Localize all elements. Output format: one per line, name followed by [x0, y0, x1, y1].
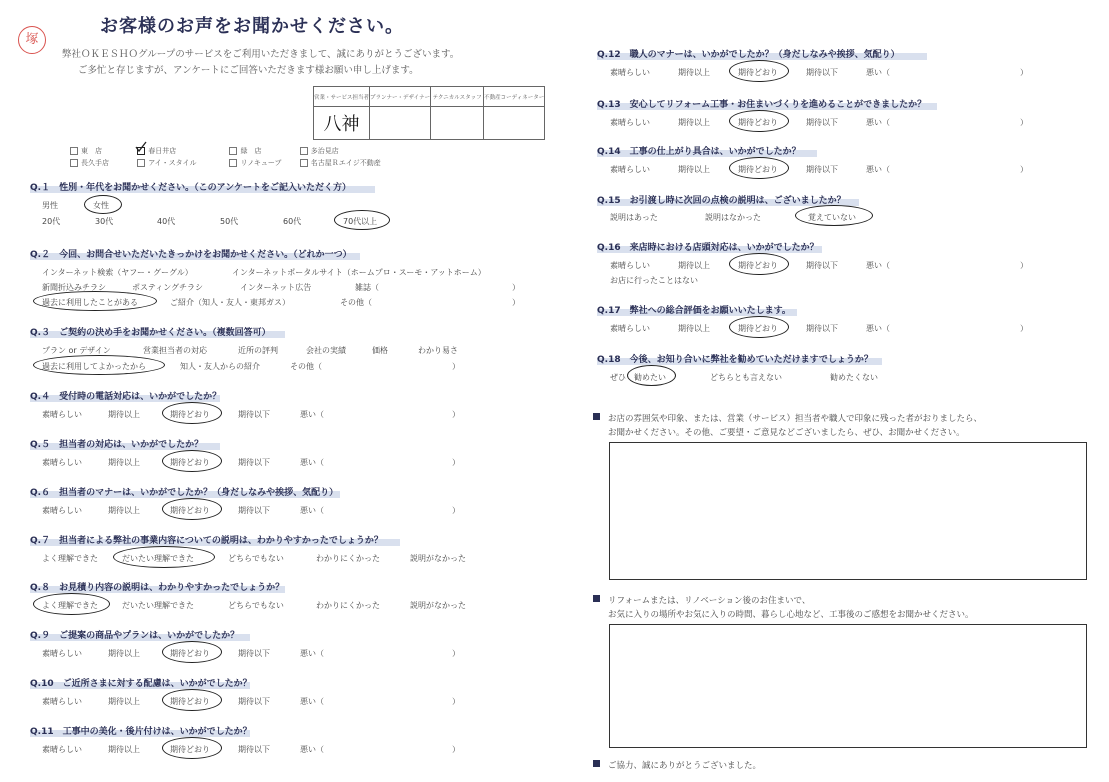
staff-header: 営業・サービス担当者 — [314, 87, 370, 107]
q7-option[interactable]: よく理解できた — [42, 554, 98, 563]
q11-option[interactable]: 素晴らしい — [42, 745, 82, 754]
store-label: 多治見店 — [310, 147, 339, 155]
q4-option[interactable]: 期待以上 — [108, 410, 140, 419]
q8-option[interactable]: だいたい理解できた — [122, 601, 194, 610]
q11-option[interactable]: 期待以上 — [108, 745, 140, 754]
q15-option[interactable]: 覚えていない — [808, 213, 856, 222]
q3-option[interactable]: プラン or デザイン — [42, 346, 111, 355]
seal-stamp: 塚 — [18, 26, 46, 54]
q16-option[interactable]: 素晴らしい — [610, 261, 650, 270]
q3-option[interactable]: 会社の実績 — [306, 346, 346, 355]
q8-label: Q.８ お見積り内容の説明は、わかりやすかったでしょうか？ — [30, 583, 285, 593]
q7-option[interactable]: どちらでもない — [228, 554, 284, 563]
q2-close-paren: ） — [512, 298, 520, 307]
store-label: 春日井店 — [148, 147, 177, 155]
q5-option[interactable]: 期待どおり — [170, 458, 210, 467]
answer-circle — [729, 60, 789, 82]
store-checkbox[interactable] — [229, 159, 237, 167]
q8-option[interactable]: わかりにくかった — [316, 601, 380, 610]
q1-age[interactable]: 20代 — [42, 217, 61, 226]
q10-option[interactable]: 期待以上 — [108, 697, 140, 706]
comment2-prompt-line-2: お気に入りの場所やお気に入りの時間、暮らし心地など、工事後のご感想をお聞かせください。 — [608, 610, 974, 620]
q8-option[interactable]: よく理解できた — [42, 601, 98, 610]
q1-age[interactable]: 70代以上 — [343, 217, 378, 226]
q16-option[interactable]: 期待以上 — [678, 261, 710, 270]
q12-option[interactable]: 期待どおり — [738, 68, 778, 77]
store-checkbox[interactable] — [300, 159, 308, 167]
q12-option[interactable]: 悪い（ — [866, 68, 890, 77]
q3-option[interactable]: わかり易さ — [418, 346, 458, 355]
q14-option[interactable]: 期待以下 — [806, 165, 838, 174]
q12-close-paren: ） — [1020, 68, 1028, 77]
q5-label: Q.５ 担当者の対応は、いかがでしたか？ — [30, 440, 204, 450]
q18-option[interactable]: 勧めたくない — [830, 373, 878, 382]
q3-label: Q.３ ご契約の決め手をお聞かせください。（複数回答可） — [30, 328, 271, 338]
q2-option[interactable]: 過去に利用したことがある — [42, 298, 138, 307]
q4-option[interactable]: 期待どおり — [170, 410, 210, 419]
staff-header: 不動産コーディネーター — [484, 87, 545, 107]
q14-label: Q.14 工事の仕上がり具合は、いかがでしたか？ — [597, 147, 801, 157]
q2-label: Q.２ 今回、お問合せいただいたきっかけをお聞かせください。（どれか一つ） — [30, 250, 352, 260]
q1-age[interactable]: 60代 — [283, 217, 302, 226]
store-label: リノキューブ — [240, 159, 282, 167]
q13-option[interactable]: 期待どおり — [738, 118, 778, 127]
q4-option[interactable]: 期待以下 — [238, 410, 270, 419]
q1-age[interactable]: 40代 — [157, 217, 176, 226]
intro-line-2: ご多忙と存じますが、アンケートにご回答いただきます様お願い申し上げます。 — [78, 65, 419, 76]
store-row-2 — [70, 158, 381, 168]
q5-close-paren: ） — [452, 458, 460, 467]
q4-close-paren: ） — [452, 410, 460, 419]
comment1-prompt-line-1: お店の雰囲気や印象、または、営業（サービス）担当者や職人で印象に残った者がおりましたら、 — [608, 414, 983, 424]
q12-option[interactable]: 期待以下 — [806, 68, 838, 77]
q12-option[interactable]: 期待以上 — [678, 68, 710, 77]
q13-option[interactable]: 素晴らしい — [610, 118, 650, 127]
q4-option[interactable]: 悪い（ — [300, 410, 324, 419]
q15-label: Q.15 お引渡し時に次回の点検の説明は、ございましたか？ — [597, 196, 846, 206]
store-checkbox[interactable] — [70, 147, 78, 155]
answer-circle — [162, 689, 222, 711]
check-mark-icon — [134, 140, 148, 154]
q16-extra-option[interactable]: お店に行ったことはない — [610, 276, 698, 285]
q6-option[interactable]: 素晴らしい — [42, 506, 82, 515]
q13-label: Q.13 安心してリフォーム工事・お住まいづくりを進めることができましたか？ — [597, 100, 927, 110]
answer-circle — [729, 253, 789, 275]
q9-option[interactable]: 期待以下 — [238, 649, 270, 658]
q13-option[interactable]: 悪い（ — [866, 118, 890, 127]
q17-option[interactable]: 期待以上 — [678, 324, 710, 333]
q7-option[interactable]: 説明がなかった — [410, 554, 466, 563]
q3-option[interactable]: 営業担当者の対応 — [143, 346, 207, 355]
q2-option[interactable]: インターネット検索（ヤフー・グーグル） — [42, 268, 193, 277]
q14-option[interactable]: 悪い（ — [866, 165, 890, 174]
store-checkbox[interactable] — [137, 159, 145, 167]
q17-option[interactable]: 悪い（ — [866, 324, 890, 333]
q14-option[interactable]: 期待どおり — [738, 165, 778, 174]
q1-label: Q.１ 性別・年代をお聞かせください。（このアンケートをご記入いただく方） — [30, 183, 352, 193]
q2-option[interactable]: 新聞折込みチラシ — [42, 283, 106, 292]
staff-value-planner[interactable] — [370, 107, 431, 140]
q6-label: Q.６ 担当者のマナーは、いかがでしたか？（身だしなみや挨拶、気配り） — [30, 488, 339, 498]
q9-option[interactable]: 期待どおり — [170, 649, 210, 658]
answer-circle — [729, 157, 789, 179]
q1-gender-female[interactable]: 女性 — [93, 201, 109, 210]
q2-option[interactable]: インターネットポータルサイト（ホームプロ・スーモ・アットホーム） — [232, 268, 486, 277]
q17-option[interactable]: 期待以下 — [806, 324, 838, 333]
staff-value-technical[interactable] — [431, 107, 484, 140]
footer-thanks: ご協力、誠にありがとうございました。 — [608, 761, 762, 771]
q3-close-paren: ） — [452, 362, 460, 371]
q7-label: Q.７ 担当者による弊社の事業内容についての説明は、わかりやすかったでしょうか？ — [30, 536, 383, 546]
q17-option[interactable]: 期待どおり — [738, 324, 778, 333]
q10-option[interactable]: 悪い（ — [300, 697, 324, 706]
q2-option[interactable]: インターネット広告 — [240, 283, 312, 292]
store-label: 長久手店 — [81, 159, 109, 167]
q6-option[interactable]: 期待以下 — [238, 506, 270, 515]
answer-circle — [33, 593, 110, 615]
q3-option[interactable]: 近所の評判 — [238, 346, 278, 355]
q17-option[interactable]: 素晴らしい — [610, 324, 650, 333]
q6-close-paren: ） — [452, 506, 460, 515]
store-checkbox[interactable] — [300, 147, 308, 155]
q1-gender-male[interactable]: 男性 — [42, 201, 58, 210]
q10-option[interactable]: 期待どおり — [170, 697, 210, 706]
q14-option[interactable]: 素晴らしい — [610, 165, 650, 174]
q13-option[interactable]: 期待以下 — [806, 118, 838, 127]
q15-option[interactable]: 説明はあった — [610, 213, 658, 222]
q17-close-paren: ） — [1020, 324, 1028, 333]
store-row-1 — [70, 146, 339, 156]
q18-label: Q.18 今後、お知り合いに弊社を勧めていただけますでしょうか？ — [597, 355, 873, 365]
q13-option[interactable]: 期待以上 — [678, 118, 710, 127]
q14-close-paren: ） — [1020, 165, 1028, 174]
q1-age[interactable]: 30代 — [95, 217, 114, 226]
section-bullet — [593, 595, 600, 602]
answer-circle — [162, 402, 222, 424]
q12-option[interactable]: 素晴らしい — [610, 68, 650, 77]
q11-option[interactable]: 期待どおり — [170, 745, 210, 754]
store-checkbox[interactable] — [229, 147, 237, 155]
q3-option[interactable]: 価格 — [372, 346, 388, 355]
comment1-prompt-line-2: お聞かせください。その他、ご要望・ご意見などございましたら、ぜひ、お聞かせください。 — [608, 428, 965, 438]
q18-option[interactable]: 勧めたい — [634, 373, 666, 382]
store-checkbox[interactable] — [70, 159, 78, 167]
q10-option[interactable]: 素晴らしい — [42, 697, 82, 706]
q9-option[interactable]: 悪い（ — [300, 649, 324, 658]
store-label: 東 店 — [81, 147, 102, 155]
q6-option[interactable]: 悪い（ — [300, 506, 324, 515]
answer-circle — [33, 355, 165, 375]
q2-option[interactable]: ご紹介（知人・友人・東邦ガス） — [170, 298, 290, 307]
q4-option[interactable]: 素晴らしい — [42, 410, 82, 419]
q17-label: Q.17 弊社への総合評価をお願いいたします。 — [597, 306, 791, 316]
answer-circle — [84, 195, 122, 214]
q3-option[interactable]: 過去に利用してよかったから — [42, 362, 146, 371]
q5-option[interactable]: 期待以下 — [238, 458, 270, 467]
section-bullet — [593, 760, 600, 767]
q9-label: Q.９ ご提案の商品やプランは、いかがでしたか？ — [30, 631, 240, 641]
comment1-textarea[interactable] — [609, 442, 1087, 580]
q10-close-paren: ） — [452, 697, 460, 706]
q14-option[interactable]: 期待以上 — [678, 165, 710, 174]
q11-close-paren: ） — [452, 745, 460, 754]
q16-option[interactable]: 悪い（ — [866, 261, 890, 270]
q16-label: Q.16 来店時における店頭対応は、いかがでしたか？ — [597, 243, 819, 253]
q3-option[interactable]: 知人・友人からの紹介 — [180, 362, 260, 371]
q10-label: Q.10 ご近所さまに対する配慮は、いかがでしたか？ — [30, 679, 252, 689]
staff-table — [313, 86, 545, 140]
q3-option[interactable]: その他（ — [290, 362, 322, 371]
answer-circle — [729, 316, 789, 338]
staff-value-sales[interactable]: 八神 — [314, 107, 370, 140]
q1-age[interactable]: 50代 — [220, 217, 239, 226]
q2-option[interactable]: 雑誌（ — [355, 283, 379, 292]
store-label: アイ・スタイル — [148, 159, 197, 167]
staff-header: プランナー・デザイナー — [370, 87, 431, 107]
answer-circle — [113, 546, 215, 568]
q2-option[interactable]: ポスティングチラシ — [132, 283, 204, 292]
answer-circle — [627, 365, 676, 386]
q11-option[interactable]: 悪い（ — [300, 745, 324, 754]
answer-circle — [795, 205, 873, 226]
q13-close-paren: ） — [1020, 118, 1028, 127]
q15-option[interactable]: 説明はなかった — [705, 213, 761, 222]
q6-option[interactable]: 期待どおり — [170, 506, 210, 515]
q9-option[interactable]: 素晴らしい — [42, 649, 82, 658]
q6-option[interactable]: 期待以上 — [108, 506, 140, 515]
q2-close-paren: ） — [512, 283, 520, 292]
comment2-textarea[interactable] — [609, 624, 1087, 748]
q5-option[interactable]: 素晴らしい — [42, 458, 82, 467]
q9-close-paren: ） — [452, 649, 460, 658]
q7-option[interactable]: だいたい理解できた — [122, 554, 194, 563]
store-label: 名古屋Ｒエイジ不動産 — [310, 159, 381, 167]
q8-option[interactable]: どちらでもない — [228, 601, 284, 610]
q8-option[interactable]: 説明がなかった — [410, 601, 466, 610]
q10-option[interactable]: 期待以下 — [238, 697, 270, 706]
q11-option[interactable]: 期待以下 — [238, 745, 270, 754]
store-label: 緑 店 — [240, 147, 262, 155]
page-title: お客様のお声をお聞かせください。 — [100, 16, 404, 37]
q4-label: Q.４ 受付時の電話対応は、いかがでしたか？ — [30, 392, 222, 402]
answer-circle — [729, 110, 789, 132]
answer-circle — [162, 450, 222, 472]
section-bullet — [593, 413, 600, 420]
q18-option[interactable]: どちらとも言えない — [710, 373, 782, 382]
staff-header: テクニカルスタッフ — [431, 87, 484, 107]
q18-option[interactable]: ぜひ — [610, 373, 626, 382]
q7-option[interactable]: わかりにくかった — [316, 554, 380, 563]
q16-close-paren: ） — [1020, 261, 1028, 270]
comment2-prompt-line-1: リフォームまたは、リノベーション後のお住まいで、 — [608, 596, 811, 606]
q11-label: Q.11 工事中の美化・後片付けは、いかがでしたか？ — [30, 727, 252, 737]
q16-option[interactable]: 期待以下 — [806, 261, 838, 270]
answer-circle — [162, 498, 222, 520]
intro-line-1: 弊社ＯＫＥＳＨＯグループのサービスをご利用いただきまして、誠にありがとうございます。 — [62, 49, 460, 60]
answer-circle — [334, 210, 390, 230]
staff-value-realestate[interactable] — [484, 107, 545, 140]
answer-circle — [162, 737, 222, 759]
answer-circle — [162, 641, 222, 663]
q12-label: Q.12 職人のマナーは、いかがでしたか？（身だしなみや挨拶、気配り） — [597, 50, 900, 60]
q16-option[interactable]: 期待どおり — [738, 261, 778, 270]
answer-circle — [33, 291, 157, 311]
q5-option[interactable]: 期待以上 — [108, 458, 140, 467]
q2-option[interactable]: その他（ — [340, 298, 372, 307]
q5-option[interactable]: 悪い（ — [300, 458, 324, 467]
q9-option[interactable]: 期待以上 — [108, 649, 140, 658]
